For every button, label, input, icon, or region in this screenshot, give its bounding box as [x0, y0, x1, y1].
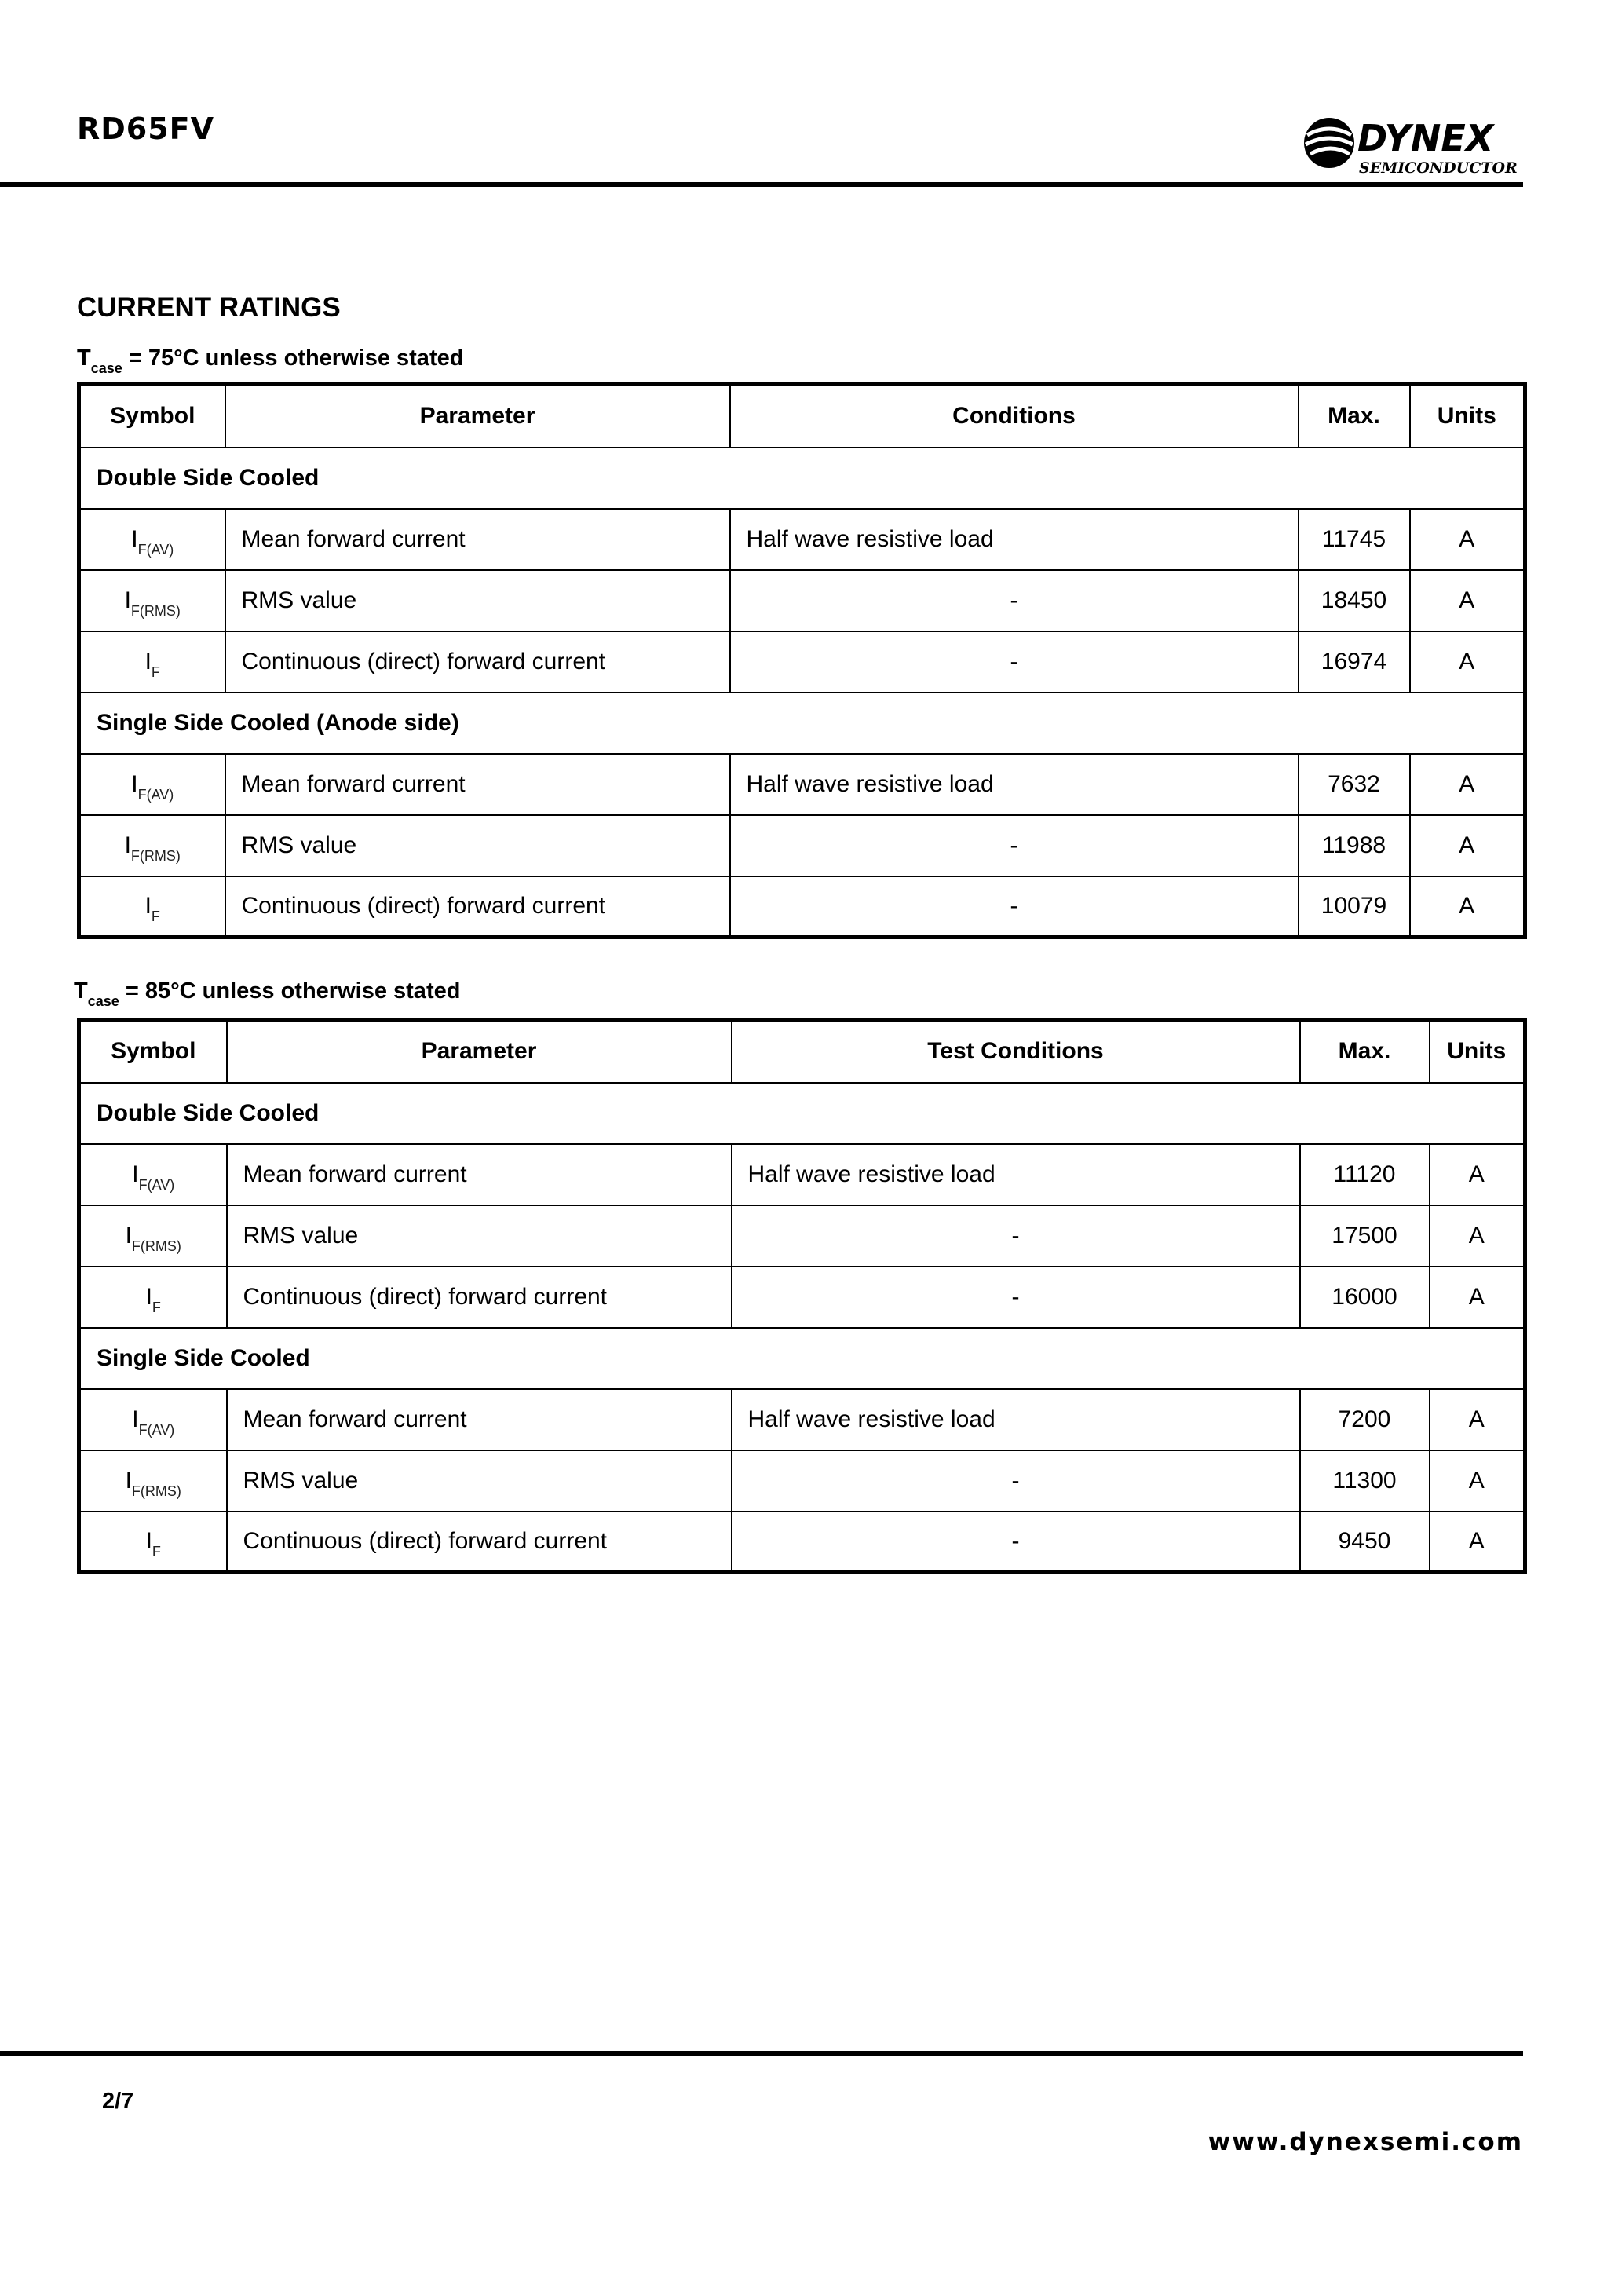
units-cell: A — [1430, 1144, 1525, 1205]
max-cell: 11745 — [1299, 509, 1410, 570]
symbol-cell: $I_{F(AV)}$ — [79, 509, 225, 570]
table-row — [79, 1144, 1525, 1205]
max-cell: 9450 — [1300, 1512, 1430, 1573]
max-cell: 16000 — [1300, 1267, 1430, 1328]
group-row — [79, 1083, 1525, 1144]
col-header-symbol: Symbol — [79, 385, 225, 448]
section-title: CURRENT RATINGS — [77, 292, 341, 323]
table-row — [79, 631, 1525, 693]
table1-condition: $T_{case} = 75^\circ C$ unless otherwise stated — [77, 345, 464, 376]
symbol-cell: $I_{F(AV)}$ — [79, 754, 225, 815]
symbol-cell: $I_{F(AV)}$ — [79, 1144, 227, 1205]
symbol-cell: $I_{F(RMS)}$ — [79, 1205, 227, 1267]
parameter-cell: Mean forward current — [227, 1389, 732, 1450]
table-row — [79, 1267, 1525, 1328]
symbol-cell: $I_F$ — [79, 876, 225, 938]
table-row — [79, 1450, 1525, 1512]
table-row — [79, 1512, 1525, 1573]
parameter-cell: Mean forward current — [225, 754, 730, 815]
max-cell: 18450 — [1299, 570, 1410, 631]
dynex-logo — [1299, 112, 1523, 179]
parameter-cell: Mean forward current — [225, 509, 730, 570]
group-row — [79, 693, 1525, 754]
conditions-cell: - — [730, 815, 1299, 876]
max-cell: 7200 — [1300, 1389, 1430, 1450]
page-number: 2/7 — [102, 2089, 134, 2114]
units-cell: A — [1410, 876, 1525, 938]
conditions-cell: - — [732, 1267, 1300, 1328]
symbol-cell: $I_{F(RMS)}$ — [79, 815, 225, 876]
svg-text:SEMICONDUCTOR: SEMICONDUCTOR — [1359, 159, 1518, 177]
col-header-parameter: Parameter — [225, 385, 730, 448]
group-label: Single Side Cooled (Anode side) — [79, 693, 1525, 754]
col-header-symbol: Symbol — [79, 1020, 227, 1083]
parameter-cell: RMS value — [227, 1205, 732, 1267]
col-header-units: Units — [1430, 1020, 1525, 1083]
conditions-cell: Half wave resistive load — [730, 754, 1299, 815]
col-header-conditions: Conditions — [730, 385, 1299, 448]
parameter-cell: Continuous (direct) forward current — [225, 876, 730, 938]
parameter-cell: Continuous (direct) forward current — [225, 631, 730, 693]
header-rule — [0, 182, 1523, 187]
col-header-test-conditions: Test Conditions — [732, 1020, 1300, 1083]
col-header-units: Units — [1410, 385, 1525, 448]
units-cell: A — [1430, 1389, 1525, 1450]
table-row — [79, 1389, 1525, 1450]
table-row — [79, 509, 1525, 570]
conditions-cell: Half wave resistive load — [732, 1389, 1300, 1450]
conditions-cell: Half wave resistive load — [732, 1144, 1300, 1205]
website-link[interactable]: www.dynexsemi.com — [1207, 2128, 1523, 2156]
units-cell: A — [1410, 509, 1525, 570]
group-row — [79, 1328, 1525, 1389]
ratings-table-75c — [77, 382, 1527, 939]
max-cell: 17500 — [1300, 1205, 1430, 1267]
units-cell: A — [1410, 754, 1525, 815]
col-header-parameter: Parameter — [227, 1020, 732, 1083]
max-cell: 10079 — [1299, 876, 1410, 938]
group-row — [79, 448, 1525, 509]
units-cell: A — [1430, 1267, 1525, 1328]
parameter-cell: Continuous (direct) forward current — [227, 1267, 732, 1328]
group-label: Double Side Cooled — [79, 1083, 1525, 1144]
symbol-cell: $I_{F(RMS)}$ — [79, 1450, 227, 1512]
max-cell: 11988 — [1299, 815, 1410, 876]
table-row — [79, 1205, 1525, 1267]
units-cell: A — [1410, 815, 1525, 876]
group-label: Double Side Cooled — [79, 448, 1525, 509]
conditions-cell: - — [732, 1512, 1300, 1573]
table-header-row — [79, 1020, 1525, 1083]
col-header-max: Max. — [1299, 385, 1410, 448]
units-cell: A — [1430, 1205, 1525, 1267]
conditions-cell: - — [732, 1205, 1300, 1267]
symbol-cell: $I_{F(RMS)}$ — [79, 570, 225, 631]
ratings-table-85c — [77, 1018, 1527, 1574]
symbol-cell: $I_F$ — [79, 1267, 227, 1328]
units-cell: A — [1430, 1450, 1525, 1512]
max-cell: 11120 — [1300, 1144, 1430, 1205]
table-row — [79, 876, 1525, 938]
conditions-cell: - — [730, 570, 1299, 631]
conditions-cell: - — [730, 631, 1299, 693]
conditions-cell: Half wave resistive load — [730, 509, 1299, 570]
table-row — [79, 754, 1525, 815]
max-cell: 11300 — [1300, 1450, 1430, 1512]
units-cell: A — [1410, 631, 1525, 693]
units-cell: A — [1410, 570, 1525, 631]
symbol-cell: $I_F$ — [79, 1512, 227, 1573]
parameter-cell: RMS value — [225, 570, 730, 631]
footer-rule — [0, 2051, 1523, 2056]
symbol-cell: $I_{F(AV)}$ — [79, 1389, 227, 1450]
table-header-row — [79, 385, 1525, 448]
parameter-cell: Mean forward current — [227, 1144, 732, 1205]
table-row — [79, 570, 1525, 631]
symbol-cell: $I_F$ — [79, 631, 225, 693]
group-label: Single Side Cooled — [79, 1328, 1525, 1389]
conditions-cell: - — [732, 1450, 1300, 1512]
parameter-cell: RMS value — [225, 815, 730, 876]
svg-text:DYNEX: DYNEX — [1357, 117, 1494, 159]
units-cell: A — [1430, 1512, 1525, 1573]
table-row — [79, 815, 1525, 876]
max-cell: 7632 — [1299, 754, 1410, 815]
col-header-max: Max. — [1300, 1020, 1430, 1083]
conditions-cell: - — [730, 876, 1299, 938]
parameter-cell: Continuous (direct) forward current — [227, 1512, 732, 1573]
parameter-cell: RMS value — [227, 1450, 732, 1512]
table2-condition: $T_{case} = 85^\circ C$ unless otherwise stated — [74, 978, 461, 1009]
part-number: RD65FV — [77, 112, 215, 146]
max-cell: 16974 — [1299, 631, 1410, 693]
